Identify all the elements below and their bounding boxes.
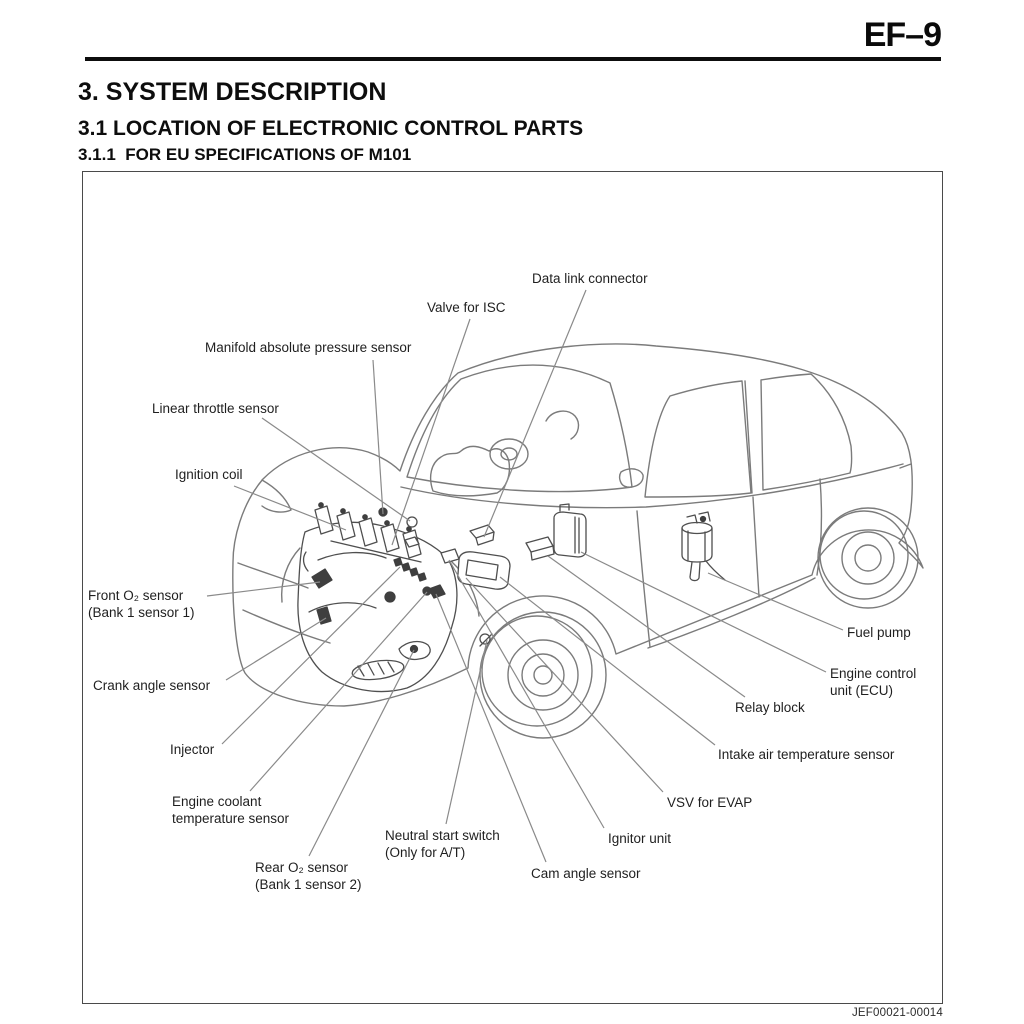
part-label-line: Ignition coil: [175, 467, 243, 482]
section-title: 3. SYSTEM DESCRIPTION: [78, 78, 387, 106]
part-label-line: Front O₂ sensor: [88, 588, 184, 603]
part-label-line: Relay block: [735, 700, 805, 715]
subsection-title: 3.1 LOCATION OF ELECTRONIC CONTROL PARTS: [78, 117, 584, 140]
part-label-cam-angle-sensor: [531, 866, 641, 883]
leader-line-injector: [222, 567, 400, 744]
subsubsection-title: 3.1.1 FOR EU SPECIFICATIONS OF M101: [78, 145, 412, 164]
part-label-line: unit (ECU): [830, 682, 894, 698]
part-label-linear-throttle-sensor: [152, 401, 279, 418]
part-label-line: Ignitor unit: [608, 831, 672, 846]
part-label-line: Neutral start switch: [385, 828, 500, 843]
part-label-vsv-for-evap: [667, 795, 752, 812]
leader-line-engine-coolant-temperature-sensor: [250, 592, 427, 791]
part-label-front-o2-sensor: [88, 588, 195, 621]
part-label-line: Engine coolant: [172, 794, 262, 809]
leader-line-ignitor-unit: [449, 560, 604, 828]
leader-line-rear-o2-sensor: [309, 650, 414, 856]
part-label-line: Crank angle sensor: [93, 678, 211, 693]
part-label-data-link-connector: [532, 271, 648, 288]
part-label-valve-for-isc: [427, 300, 506, 317]
part-label-line: Cam angle sensor: [531, 866, 641, 881]
part-label-intake-air-temperature-sensor: [718, 747, 894, 764]
part-label-line: VSV for EVAP: [667, 795, 753, 810]
part-label-line: (Bank 1 sensor 2): [255, 876, 362, 892]
part-label-line: (Only for A/T): [385, 844, 466, 860]
part-label-rear-o2-sensor: [255, 860, 362, 893]
part-label-injector: [170, 742, 214, 759]
part-label-engine-coolant-temperature-sensor: [172, 794, 289, 827]
part-label-engine-control-unit-ecu: [830, 666, 916, 699]
leader-line-manifold-absolute-pressure-sensor: [373, 360, 383, 514]
part-label-manifold-absolute-pressure-sensor: [205, 340, 411, 357]
part-label-line: Engine control: [830, 666, 917, 681]
leader-line-fuel-pump: [708, 573, 843, 630]
part-label-line: Manifold absolute pressure sensor: [205, 340, 412, 355]
leader-line-front-o2-sensor: [207, 582, 320, 596]
part-label-line: Data link connector: [532, 271, 648, 286]
leader-lines: [207, 290, 843, 862]
part-label-line: temperature sensor: [172, 810, 290, 826]
part-label-ignitor-unit: [608, 831, 671, 848]
figure-code: JEF00021-00014: [851, 1007, 943, 1019]
part-label-line: (Bank 1 sensor 1): [88, 604, 195, 620]
part-label-line: Intake air temperature sensor: [718, 747, 895, 762]
part-label-relay-block: [735, 700, 805, 717]
part-label-neutral-start-switch: [385, 828, 500, 861]
page-reference-code: EF–9: [863, 16, 941, 54]
part-label-ignition-coil: [175, 467, 243, 484]
leader-line-ignition-coil: [234, 486, 346, 530]
part-label-crank-angle-sensor: [93, 678, 210, 695]
part-label-line: Rear O₂ sensor: [255, 860, 349, 875]
part-label-line: Fuel pump: [847, 625, 911, 640]
part-label-line: Injector: [170, 742, 215, 757]
part-label-line: Linear throttle sensor: [152, 401, 279, 416]
part-label-fuel-pump: [847, 625, 911, 642]
part-label-line: Valve for ISC: [427, 300, 506, 315]
leader-line-crank-angle-sensor: [226, 618, 326, 680]
engine-components-art: [298, 503, 725, 692]
